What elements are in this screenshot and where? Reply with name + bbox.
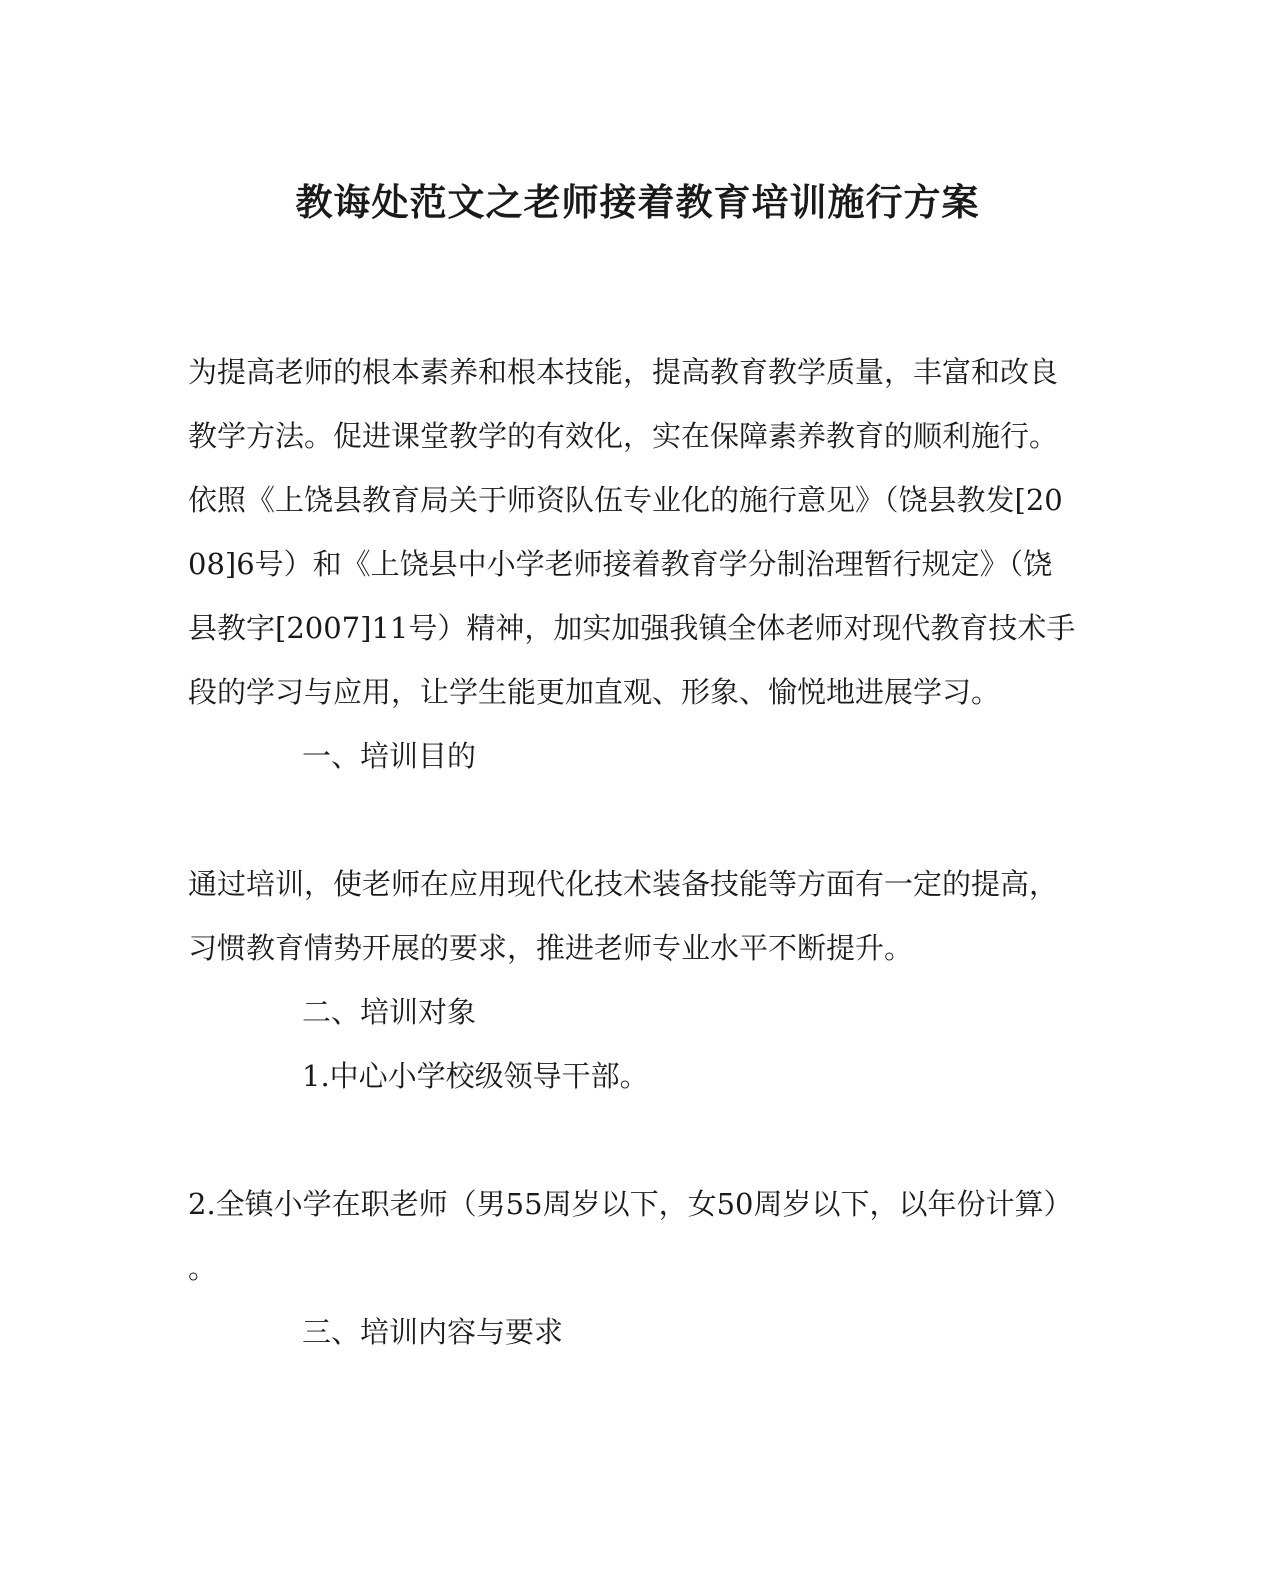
section-1-line-1: 通过培训，使老师在应用现代化技术装备技能等方面有一定的提高， (188, 867, 1059, 901)
intro-line-1: 为提高老师的根本素养和根本技能，提高教育教学质量，丰富和改良 (188, 355, 1059, 389)
intro-line-2: 教学方法。促进课堂教学的有效化，实在保障素养教育的顺利施行。 (188, 419, 1059, 453)
section-2-item-2-line-2: 。 (188, 1251, 218, 1285)
section-2-item-1: 1.中心小学校级领导干部。 (302, 1059, 649, 1093)
intro-line-3: 依照《上饶县教育局关于师资队伍专业化的施行意见》（饶县教发[20 (188, 483, 1063, 517)
section-2-heading: 二、培训对象 (302, 995, 477, 1029)
document-title: 教诲处范文之老师接着教育培训施行方案 (295, 180, 980, 224)
section-1-heading: 一、培训目的 (302, 739, 477, 773)
section-1-line-2: 习惯教育情势开展的要求，推进老师专业水平不断提升。 (188, 931, 914, 965)
intro-line-5: 县教字[2007]11号）精神，加实加强我镇全体老师对现代教育技术手 (188, 611, 1076, 645)
intro-line-4: 08]6号）和《上饶县中小学老师接着教育学分制治理暂行规定》（饶 (188, 547, 1053, 581)
intro-line-6: 段的学习与应用，让学生能更加直观、形象、愉悦地进展学习。 (188, 675, 1001, 709)
section-3-heading: 三、培训内容与要求 (302, 1315, 564, 1349)
section-2-item-2-line-1: 2.全镇小学在职老师（男55周岁以下，女50周岁以下，以年份计算） (188, 1187, 1073, 1221)
